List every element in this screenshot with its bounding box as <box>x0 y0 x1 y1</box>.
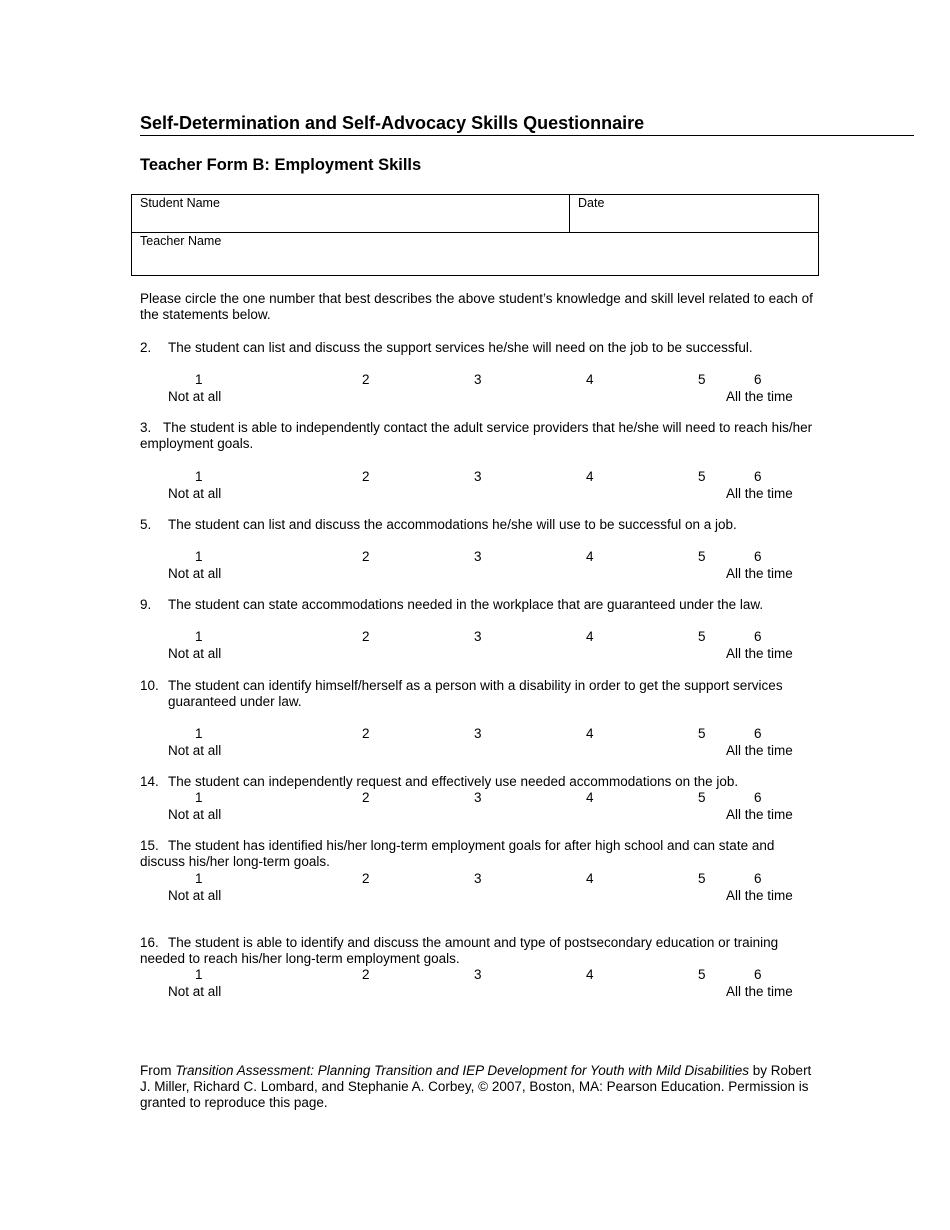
rating-option-2[interactable]: 2 <box>362 790 370 805</box>
scale-low-label: Not at all <box>168 743 222 758</box>
rating-option-4[interactable]: 4 <box>586 629 594 644</box>
rating-option-3[interactable]: 3 <box>474 629 482 644</box>
rating-option-3[interactable]: 3 <box>474 549 482 564</box>
rating-option-1[interactable]: 1 <box>195 549 203 564</box>
rating-option-3[interactable]: 3 <box>474 790 482 805</box>
rating-option-4[interactable]: 4 <box>586 726 594 741</box>
question-number: 14. <box>140 774 159 789</box>
rating-option-1[interactable]: 1 <box>195 726 203 741</box>
question-15 <box>140 838 820 870</box>
rating-option-5[interactable]: 5 <box>698 549 706 564</box>
rating-option-2[interactable]: 2 <box>362 549 370 564</box>
question-number: 3. <box>140 420 152 435</box>
rating-option-1[interactable]: 1 <box>195 967 203 982</box>
question-3 <box>140 420 820 452</box>
rating-option-2[interactable]: 2 <box>362 967 370 982</box>
student-info-table <box>131 194 819 276</box>
instructions-text: Please circle the one number that best describes the above student’s knowledge and skill level related to each of the statements below. <box>140 291 813 322</box>
scale-high-label: All the time <box>726 646 793 661</box>
rating-option-5[interactable]: 5 <box>698 871 706 886</box>
rating-option-2[interactable]: 2 <box>362 871 370 886</box>
rating-option-3[interactable]: 3 <box>474 469 482 484</box>
question-text: The student can state accommodations needed in the workplace that are guaranteed under the law. <box>168 597 764 612</box>
page-title: Self-Determination and Self-Advocacy Skills Questionnaire <box>140 113 645 133</box>
teacher-name-label: Teacher Name <box>140 234 222 248</box>
rating-option-3[interactable]: 3 <box>474 726 482 741</box>
rating-option-3[interactable]: 3 <box>474 871 482 886</box>
rating-option-5[interactable]: 5 <box>698 790 706 805</box>
rating-option-5[interactable]: 5 <box>698 726 706 741</box>
question-number: 10. <box>140 678 159 693</box>
rating-scale-q3 <box>0 469 950 503</box>
question-number: 9. <box>140 597 152 612</box>
rating-scale-q16 <box>0 967 950 1001</box>
rating-option-5[interactable]: 5 <box>698 469 706 484</box>
rating-option-2[interactable]: 2 <box>362 629 370 644</box>
rating-option-6[interactable]: 6 <box>754 549 762 564</box>
question-text: The student can identify himself/herself as a person with a disability in order to get the support services guaranteed under law. <box>168 678 783 709</box>
date-label: Date <box>578 196 605 210</box>
scale-high-label: All the time <box>726 984 793 999</box>
rating-option-6[interactable]: 6 <box>754 372 762 387</box>
question-5 <box>140 517 820 533</box>
citation-prefix: From <box>140 1063 176 1078</box>
question-10 <box>140 678 820 710</box>
rating-option-6[interactable]: 6 <box>754 726 762 741</box>
question-number: 5. <box>140 517 152 532</box>
question-14 <box>140 774 820 790</box>
rating-scale-q9 <box>0 629 950 663</box>
form-subtitle: Teacher Form B: Employment Skills <box>140 156 422 174</box>
question-text: The student has identified his/her long-term employment goals for after high school and can state and discuss his/her long-term goals. <box>140 838 775 869</box>
rating-option-6[interactable]: 6 <box>754 967 762 982</box>
rating-option-1[interactable]: 1 <box>195 629 203 644</box>
rating-option-2[interactable]: 2 <box>362 726 370 741</box>
question-text: The student can list and discuss the support services he/she will need on the job to be successful. <box>168 340 753 355</box>
rating-option-4[interactable]: 4 <box>586 871 594 886</box>
scale-low-label: Not at all <box>168 984 222 999</box>
scale-low-label: Not at all <box>168 888 222 903</box>
scale-low-label: Not at all <box>168 566 222 581</box>
scale-high-label: All the time <box>726 486 793 501</box>
scale-low-label: Not at all <box>168 389 222 404</box>
table-row-divider <box>132 232 818 233</box>
rating-option-1[interactable]: 1 <box>195 372 203 387</box>
rating-option-1[interactable]: 1 <box>195 871 203 886</box>
rating-option-6[interactable]: 6 <box>754 871 762 886</box>
rating-option-5[interactable]: 5 <box>698 629 706 644</box>
rating-option-1[interactable]: 1 <box>195 469 203 484</box>
rating-option-2[interactable]: 2 <box>362 372 370 387</box>
rating-option-4[interactable]: 4 <box>586 549 594 564</box>
rating-option-5[interactable]: 5 <box>698 372 706 387</box>
scale-high-label: All the time <box>726 807 793 822</box>
rating-option-6[interactable]: 6 <box>754 790 762 805</box>
rating-scale-q15 <box>0 871 950 905</box>
citation-book-title: Transition Assessment: Planning Transition and IEP Development for Youth with Mild Disabilities <box>175 1063 750 1078</box>
rating-option-4[interactable]: 4 <box>586 372 594 387</box>
table-column-divider <box>569 195 570 232</box>
question-16 <box>140 935 820 967</box>
rating-option-2[interactable]: 2 <box>362 469 370 484</box>
scale-high-label: All the time <box>726 566 793 581</box>
scale-low-label: Not at all <box>168 646 222 661</box>
rating-scale-q5 <box>0 549 950 583</box>
question-number: 15. <box>140 838 159 853</box>
rating-option-6[interactable]: 6 <box>754 629 762 644</box>
rating-option-3[interactable]: 3 <box>474 967 482 982</box>
scale-high-label: All the time <box>726 389 793 404</box>
source-citation <box>140 1063 820 1111</box>
question-text: The student is able to identify and discuss the amount and type of postsecondary education or training needed to reach his/her long-term employment goals. <box>140 935 779 966</box>
rating-option-4[interactable]: 4 <box>586 469 594 484</box>
question-2 <box>140 340 820 356</box>
rating-option-4[interactable]: 4 <box>586 790 594 805</box>
rating-option-1[interactable]: 1 <box>195 790 203 805</box>
question-number: 2. <box>140 340 152 355</box>
title-underline <box>140 135 914 136</box>
scale-low-label: Not at all <box>168 486 222 501</box>
scale-high-label: All the time <box>726 888 793 903</box>
rating-scale-q10 <box>0 726 950 760</box>
rating-scale-q2 <box>0 372 950 406</box>
rating-option-6[interactable]: 6 <box>754 469 762 484</box>
citation-suffix: by Robert J. Miller, Richard C. Lombard, and Stephanie A. Corbey, © 2007, Boston, MA: Pearson Education. Permission is granted to reproduce this page. <box>140 1063 812 1110</box>
scale-low-label: Not at all <box>168 807 222 822</box>
question-text: The student can list and discuss the accommodations he/she will use to be successful on a job. <box>168 517 737 532</box>
question-number: 16. <box>140 935 159 950</box>
scale-high-label: All the time <box>726 743 793 758</box>
question-text: The student can independently request and effectively use needed accommodations on the job. <box>168 774 739 789</box>
rating-option-5[interactable]: 5 <box>698 967 706 982</box>
question-text: The student is able to independently contact the adult service providers that he/she will need to reach his/her employment goals. <box>140 420 813 451</box>
question-9 <box>140 597 820 613</box>
rating-option-3[interactable]: 3 <box>474 372 482 387</box>
rating-scale-q14 <box>0 790 950 824</box>
student-name-label: Student Name <box>140 196 220 210</box>
rating-option-4[interactable]: 4 <box>586 967 594 982</box>
